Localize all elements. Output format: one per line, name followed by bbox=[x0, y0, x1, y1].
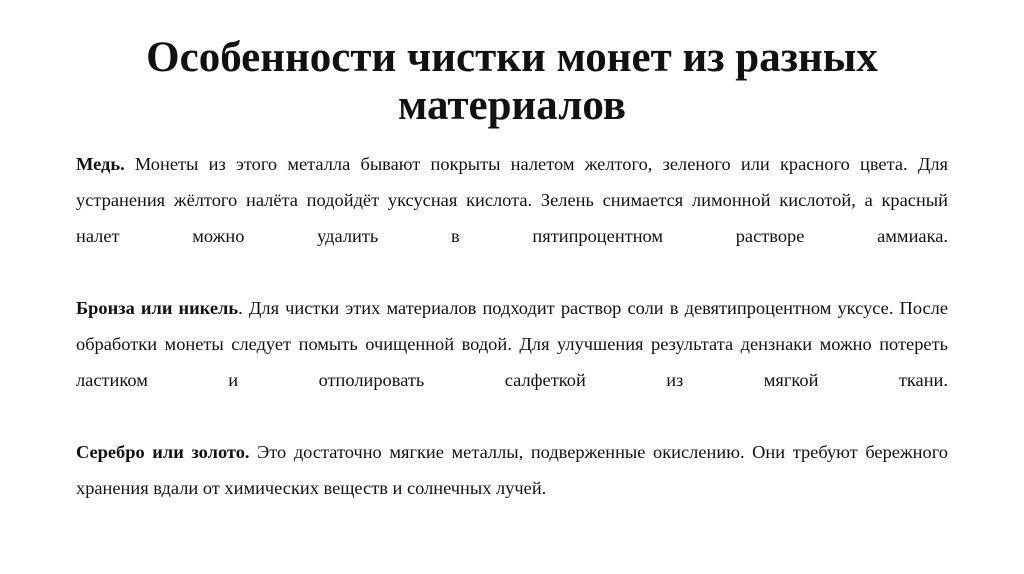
bronze-nickel-text: . Для чистки этих материалов подходит раствор соли в девятипроцентном уксусе. После обработки монеты следует помыть очищенной водой. Для улучшения результата дензнаки можно потереть ластиком и отполировать салфеткой из мягкой ткани. bbox=[76, 298, 948, 390]
paragraph-silver-gold bbox=[76, 434, 948, 506]
slide-title: Особенности чистки монет из разных материалов bbox=[146, 34, 878, 129]
paragraph-copper bbox=[76, 146, 948, 254]
paragraph-spacer bbox=[76, 254, 948, 290]
copper-label: Медь. bbox=[76, 154, 125, 174]
silver-gold-text: Это достаточно мягкие металлы, подверженные окислению. Они требуют бережного хранения вдали от химических веществ и солнечных лучей. bbox=[76, 442, 948, 498]
paragraph-bronze-nickel bbox=[76, 290, 948, 398]
paragraph-spacer bbox=[76, 398, 948, 434]
bronze-nickel-label: Бронза или никель bbox=[76, 298, 239, 318]
copper-text: Монеты из этого металла бывают покрыты налетом желтого, зеленого или красного цвета. Для устранения жёлтого налёта подойдёт уксусная кислота. Зелень снимается лимонной кислотой, а красный налет можно удалить в пятипроцентном растворе аммиака. bbox=[76, 154, 948, 246]
slide-content bbox=[76, 146, 948, 506]
silver-gold-label: Серебро или золото. bbox=[76, 442, 250, 462]
